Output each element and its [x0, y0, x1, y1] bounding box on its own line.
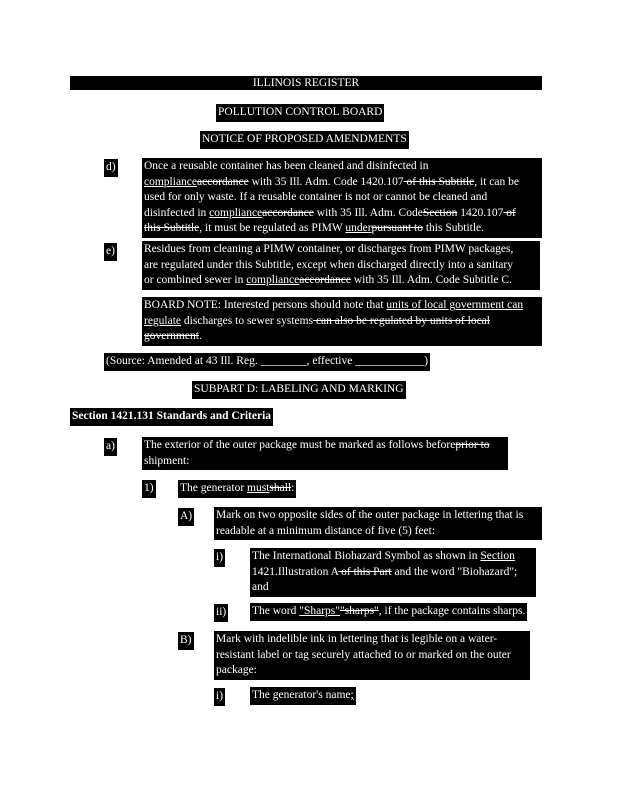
item-1-text: The generator mustshall: [178, 480, 296, 498]
para-a-label: a) [104, 438, 117, 456]
subpart-heading: SUBPART D: LABELING AND MARKING [192, 381, 406, 399]
item-ii-text: The word "Sharps""sharps", if the package contains sharps. [250, 603, 527, 621]
para-e-text: Residues from cleaning a PIMW container, or discharges from PIMW packages, are regulated under this Subtitle, except when discharged directly into a sanitary or combined sewer in complianceaccordance with 35 Ill. Adm. Code Subtitle C. [142, 241, 540, 290]
para-d-text: Once a reusable container has been cleaned and disinfected in complianceaccordance with 35 Ill. Adm. Code 1420.107 of this Subtitle, it can be used for only waste. If a reusable container is not or cannot be cleaned and disinfected in complianceaccordance with 35 Ill. Adm. CodeSection 1420.107 of this Subtitle, it must be regulated as PIMW underpursuant to this Subtitle. [142, 158, 542, 238]
board-note: BOARD NOTE: Interested persons should note that units of local government can regulate discharges to sewer systems can also be regulated by units of local government. [142, 297, 542, 346]
register-title: ILLINOIS REGISTER [252, 77, 360, 89]
para-d-label: d) [104, 159, 118, 177]
item-i-label: i) [214, 549, 225, 567]
item-A-label: A) [178, 508, 194, 526]
para-a-text: The exterior of the outer package must be marked as follows beforeprior to shipment: [142, 437, 508, 470]
para-e-label: e) [104, 243, 117, 261]
section-heading: Section 1421.131 Standards and Criteria [70, 408, 273, 426]
item-A-text: Mark on two opposite sides of the outer package in lettering that is readable at a minimum distance of five (5) feet: [214, 507, 542, 540]
item-B-i-label: i) [214, 688, 225, 706]
item-ii-label: ii) [214, 604, 228, 622]
register-header-bar [70, 76, 542, 90]
source-citation: (Source: Amended at 43 Ill. Reg. ________, effective ____________) [104, 353, 430, 371]
item-B-text: Mark with indelible ink in lettering that is legible on a water- resistant label or tag securely attached to or marked on the outer package: [214, 631, 530, 680]
item-B-label: B) [178, 632, 194, 650]
item-B-i-text: The generator's name; [250, 687, 356, 705]
notice-title: NOTICE OF PROPOSED AMENDMENTS [200, 131, 409, 149]
board-name: POLLUTION CONTROL BOARD [216, 104, 384, 122]
item-1-label: 1) [142, 480, 156, 498]
item-i-text: The International Biohazard Symbol as shown in Section 1421.Illustration A of this Part and the word "Biohazard"; and [250, 548, 536, 597]
